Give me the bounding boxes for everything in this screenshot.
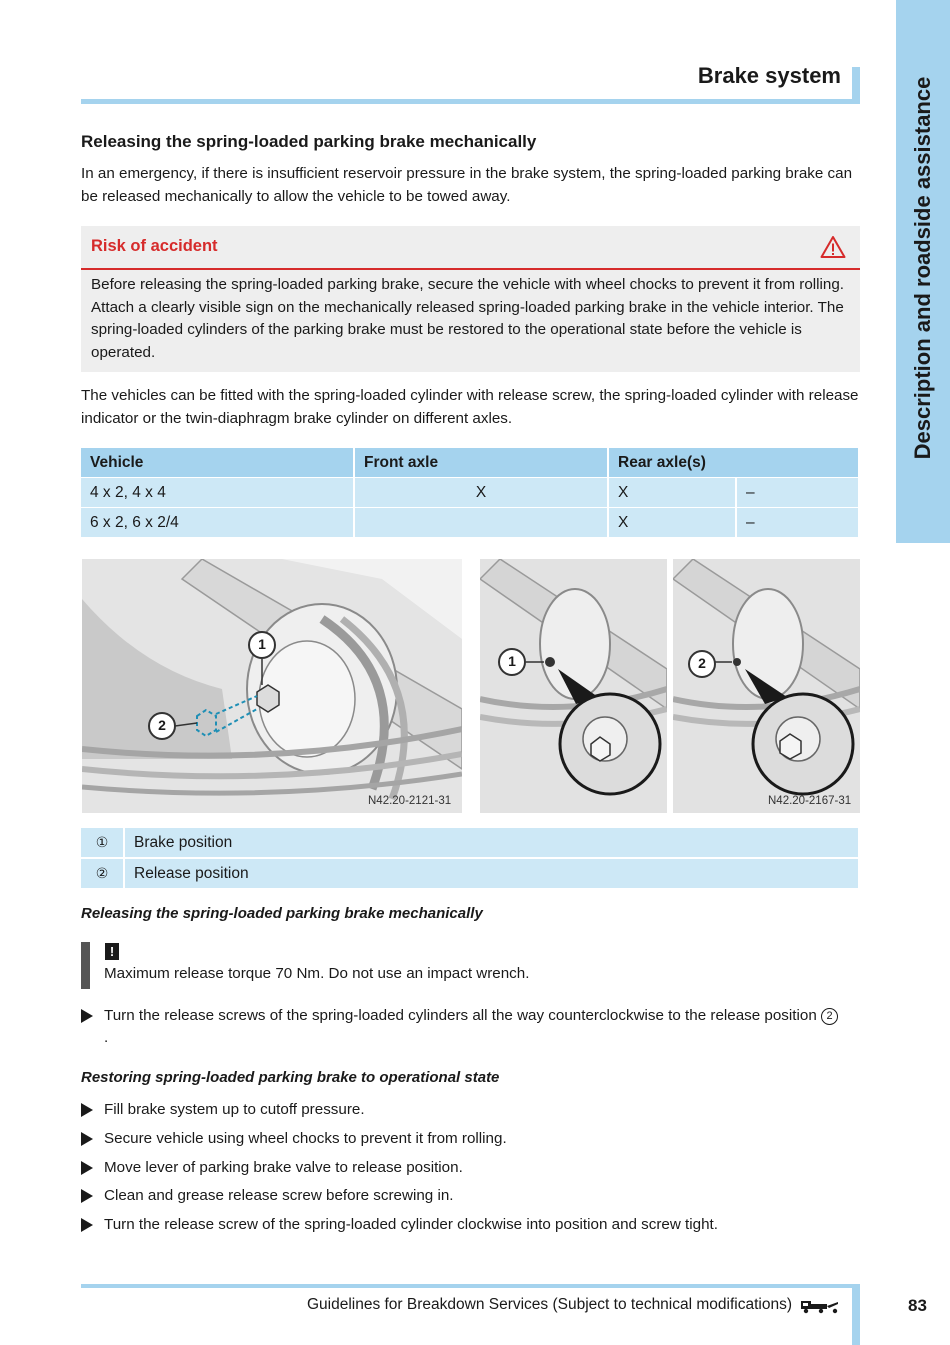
restore-step <box>81 1185 841 1207</box>
release-step-end: . <box>104 1028 109 1046</box>
restore-heading: Restoring spring-loaded parking brake to operational state <box>81 1069 500 1086</box>
rear-axle-cell: X <box>609 508 735 537</box>
step-arrow-icon <box>81 1218 93 1232</box>
release-step <box>81 1005 841 1048</box>
header-rule <box>81 99 860 104</box>
footer-bar <box>852 1284 860 1345</box>
restore-step <box>81 1214 841 1236</box>
restore-step <box>81 1128 841 1150</box>
table-header-row <box>81 448 858 477</box>
legend-text: Brake position <box>125 828 858 857</box>
figure-code-left: N42.20-2121-31 <box>368 795 452 807</box>
notice-box <box>81 942 781 989</box>
callout-1-label: 1 <box>508 653 516 669</box>
warning-box <box>81 226 860 372</box>
restore-step-text: Clean and grease release screw before screwing in. <box>104 1187 454 1204</box>
tow-truck-icon <box>800 1298 840 1314</box>
position-2-ref: 2 <box>821 1008 838 1025</box>
table-row <box>81 478 858 507</box>
vehicle-cell: 6 x 2, 6 x 2/4 <box>81 508 353 537</box>
restore-step-text: Turn the release screw of the spring-loaded cylinder clockwise into position and screw tight. <box>104 1216 718 1233</box>
warning-header <box>81 226 860 270</box>
col-rear-axle-header: Rear axle(s) <box>609 448 858 477</box>
col-front-axle-header: Front axle <box>355 448 607 477</box>
warning-triangle-icon <box>820 235 846 259</box>
legend-number: ② <box>81 859 123 888</box>
footer-rule <box>81 1284 860 1288</box>
step-arrow-icon <box>81 1132 93 1146</box>
release-heading: Releasing the spring-loaded parking brake mechanically <box>81 905 483 922</box>
table-row <box>81 508 858 537</box>
step-arrow-icon <box>81 1189 93 1203</box>
footer-text: Guidelines for Breakdown Services (Subject to technical modifications) <box>306 1296 792 1313</box>
callout-1-label: 1 <box>258 636 266 652</box>
front-axle-cell <box>355 508 607 537</box>
callout-2-label: 2 <box>158 717 166 733</box>
restore-step <box>81 1157 841 1179</box>
warning-text: Before releasing the spring-loaded parking brake, secure the vehicle with wheel chocks to prevent it from rolling. Attach a clearly visible sign on the mechanically released spring-loaded parking brake in the vehicle interior. The spring-loaded cylinders of the parking brake must be restored to the operational state before the vehicle is operated. <box>91 276 845 361</box>
warning-title: Risk of accident <box>91 237 218 255</box>
notice-text: Maximum release torque 70 Nm. Do not use an impact wrench. <box>104 965 530 982</box>
legend-number: ① <box>81 828 123 857</box>
vehicle-axle-table <box>79 447 860 538</box>
section-heading: Releasing the spring-loaded parking brake mechanically <box>81 132 537 151</box>
fitment-paragraph: The vehicles can be fitted with the spring-loaded cylinder with release screw, the spring-loaded cylinder with release indicator or the twin-diaphragm brake cylinder on different axles. <box>81 387 859 427</box>
step-arrow-icon <box>81 1103 93 1117</box>
vehicle-cell: 4 x 2, 4 x 4 <box>81 478 353 507</box>
intro-paragraph: In an emergency, if there is insufficient reservoir pressure in the brake system, the spring-loaded parking brake can be released mechanically to allow the vehicle to be towed away. <box>81 165 853 205</box>
legend-text: Release position <box>125 859 858 888</box>
step-arrow-icon <box>81 1009 93 1023</box>
chapter-side-tab-label: Description and roadside assistance <box>910 76 935 460</box>
figure-legend-table <box>79 826 860 890</box>
rear-axle-cell: X <box>609 478 735 507</box>
release-step-text: Turn the release screws of the spring-loaded cylinders all the way counterclockwise to the release position <box>104 1007 817 1024</box>
notice-bar <box>81 942 90 989</box>
restore-step-text: Fill brake system up to cutoff pressure. <box>104 1101 365 1118</box>
exclamation-icon: ! <box>105 943 119 960</box>
legend-row <box>81 828 858 857</box>
header-bar <box>852 67 860 104</box>
restore-step-text: Move lever of parking brake valve to release position. <box>104 1159 463 1176</box>
figure-release-screw <box>82 559 462 813</box>
figure-brake-position <box>480 559 667 813</box>
figure-release-position <box>673 559 860 813</box>
restore-step <box>81 1099 841 1121</box>
figure-code-right: N42.20-2167-31 <box>768 795 852 807</box>
page-number: 83 <box>908 1296 927 1315</box>
legend-row <box>81 859 858 888</box>
rear-axle-2-cell: – <box>737 508 858 537</box>
front-axle-cell: X <box>355 478 607 507</box>
callout-2-label: 2 <box>698 655 706 671</box>
rear-axle-2-cell: – <box>737 478 858 507</box>
step-arrow-icon <box>81 1161 93 1175</box>
page-title: Brake system <box>697 63 841 88</box>
col-vehicle-header: Vehicle <box>81 448 353 477</box>
restore-step-text: Secure vehicle using wheel chocks to prevent it from rolling. <box>104 1130 507 1147</box>
